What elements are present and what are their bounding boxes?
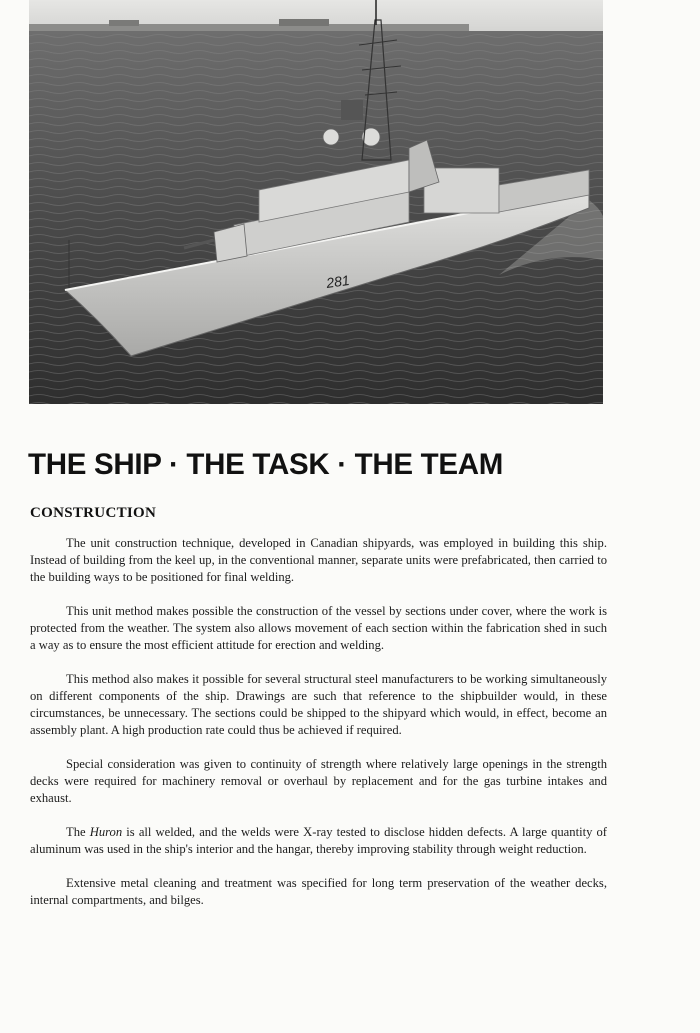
page-headline: THE SHIP · THE TASK · THE TEAM xyxy=(28,448,504,481)
p5-rest: is all welded, and the welds were X-ray tested to disclose hidden defects. A large quantity of aluminum was used in the ship's interior and the hangar, thereby improving stability through weight reduction. xyxy=(30,825,607,856)
construction-text xyxy=(30,535,607,926)
paragraph-5 xyxy=(30,824,607,858)
p5-lead: The xyxy=(66,825,90,839)
paragraph-1: The unit construction technique, developed in Canadian shipyards, was employed in building this ship. Instead of building from the keel up, in the conventional manner, separate units were prefabricated, then carried to the building ways to be positioned for final welding. xyxy=(30,536,607,584)
radar-antenna xyxy=(341,100,363,120)
paragraph-2: This unit method makes possible the construction of the vessel by sections under cover, where the work is protected from the weather. The system also allows movement of each section within the fabrication shed in such a way as to ensure the most efficient attitude for erection and welding. xyxy=(30,604,607,652)
ship-illustration xyxy=(29,0,603,404)
ship-photo xyxy=(29,0,603,404)
shoreline xyxy=(29,24,469,31)
ship-name: Huron xyxy=(89,825,123,839)
paragraph-6: Extensive metal cleaning and treatment was specified for long term preservation of the weather decks, internal compartments, and bilges. xyxy=(30,876,607,907)
paragraph-3: This method also makes it possible for several structural steel manufacturers to be working simultaneously on different components of the ship. Drawings are such that reference to the shipbuilder would, in these circumstances, be unnecessary. The sections could be shipped to the shipyard which would, in effect, become an assembly plant. A high production rate could thus be achieved if required. xyxy=(30,672,607,737)
section-title: CONSTRUCTION xyxy=(30,505,157,521)
paragraph-4: Special consideration was given to continuity of strength where relatively large openings in the strength decks were required for machinery removal or overhaul by replacement and for the gas turbine intakes and exhaust. xyxy=(30,757,607,805)
hull-number: 281 xyxy=(325,271,351,291)
